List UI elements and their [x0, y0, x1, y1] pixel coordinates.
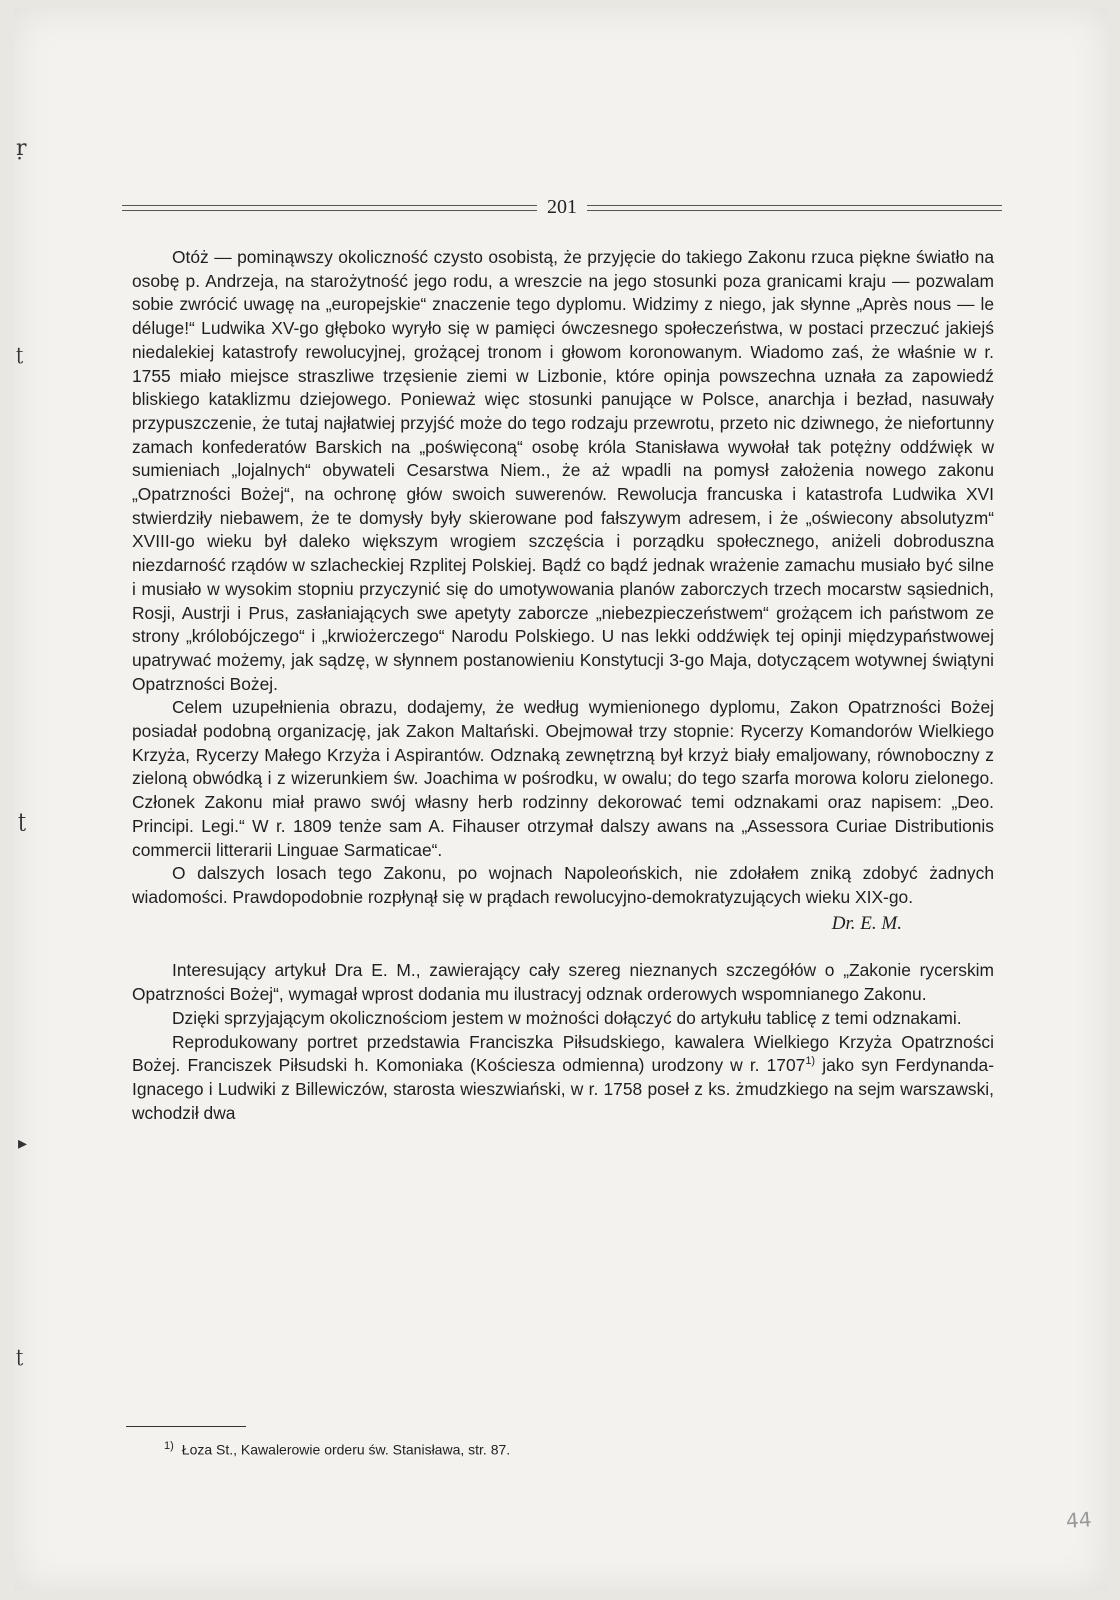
header-rule-left	[122, 205, 537, 211]
footnote	[164, 1440, 510, 1458]
footnote-divider	[126, 1426, 246, 1427]
margin-mark: ʈ	[16, 344, 24, 365]
paragraph: O dalszych losach tego Zakonu, po wojnach Napoleońskich, nie zdołałem zniką zdobyć żadnych wiadomości. Prawdopodobnie rozpłynął się w prądach rewolucyjno-demokratyzujących wieku XIX-go.	[132, 863, 994, 907]
footnote-text: Łoza St., Kawalerowie orderu św. Stanisława, str. 87.	[181, 1441, 511, 1458]
paragraph	[132, 1031, 994, 1126]
paragraph: Dzięki sprzyjającym okolicznościom jestem w możności dołączyć do artykułu tablicę z temi odznakami.	[172, 1007, 962, 1028]
paragraph-text: jako syn Ferdynanda-Ignacego i Ludwiki z Billewiczów, starosta wieszwiański, w r. 1758 poseł z ks. żmudzkiego na sejm warszawski, wchodził dwa	[132, 1055, 994, 1123]
paragraph: Otóż — pominąwszy okoliczność czysto osobistą, że przyjęcie do takiego Zakonu rzuca piękne światło na osobę p. Andrzeja, na starożytność jego rodu, a wreszcie na jego stosunki poza granicami kraju — pozwalam sobie zwrócić uwagę na „europejskie“ znaczenie tego dyplomu. Widzimy z niego, jak słynne „Après nous — le déluge!“ Ludwika XV-go głęboko wyryło się w pamięci ówczesnego społeczeństwa, w postaci przeczuć jakiejś niedalekiej katastrofy rewolucyjnej, grożącej tronom i głowom koronowanym. Wiadomo zaś, że właśnie w r. 1755 miało miejsce straszliwe trzęsienie ziemi w Lizbonie, które opinja powszechna uznała za zapowiedź bliskiego kataklizmu dziejowego. Ponieważ więc stosunki panujące w Polsce, anarchja i bezład, nasuwały przypuszczenie, że tutaj najłatwiej przyjść może do tego rodzaju przewrotu, przeto nic dziwnego, że niefortunny zamach konfederatów Barskich na „poświęconą“ osobę króla Stanisława wywołał tak potężny oddźwięk w sumieniach „lojalnych“ obywateli Cesarstwa Niem., że aż wpadli na pomysł założenia nowego zakonu „Opatrzności Bożej“, na ochronę głów swoich suwerenów. Rewolucja francuska i katastrofa Ludwika XVI stwierdziły niebawem, że te domysły były skierowane pod fałszywym adresem, i że „oświecony absolutyzm“ XVIII-go wieku był daleko większym wrogiem szczęścia i porządku społecznego, aniżeli dobroduszna niezdarność rządów w szlacheckiej Rzplitej Polskiej. Bądź co bądź jednak wrażenie zamachu musiało być silne i musiało w wysokim stopniu przyczynić się do umotywowania planów zaborczych trzech mocarstw sąsiednich, Rosji, Austrji i Prus, zasłaniających swe apetyty zaborcze „niebezpieczeństwem“ grożącem ich państwom ze strony „królobójczego“ i „krwiożerczego“ Narodu Polskiego. U nas lekki oddźwięk tej opinji międzypaństwowej upatrywać możemy, jak sądzę, w słynnem postanowieniu Konstytucji 3-go Maja, dotyczącem wotywnej świątyni Opatrzności Bożej.	[132, 247, 994, 694]
paragraph: Celem uzupełnienia obrazu, dodajemy, że według wymienionego dyplomu, Zakon Opatrzności Bożej posiadał podobną organizację, jak Zakon Maltański. Obejmował trzy stopnie: Rycerzy Komandorów Wielkiego Krzyża, Rycerzy Małego Krzyża i Aspirantów. Odznaką zewnętrzną był krzyż biały emaljowany, równoboczny z zieloną obwódką i z wizerunkiem św. Joachima w pośrodku, w owalu; do tego szarfa morowa koloru zielonego. Członek Zakonu miał prawo swój własny herb rodzinny dekorować temi odznakami oraz napisem: „Deo. Principi. Legi.“ W r. 1809 tenże sam A. Fihauser otrzymał dalszy awans na „Assessora Curiae Distributionis commercii litterarii Linguae Sarmaticae“.	[132, 697, 994, 860]
paragraph-text: Reprodukowany portret przedstawia Franciszka Piłsudskiego, kawalera Wielkiego Krzyża Opatrzności Bożej. Franciszek Piłsudski h. Komoniaka (Kościesza odmienna) urodzony w r. 1707	[132, 1031, 994, 1076]
footnote-mark: 1)	[164, 1440, 174, 1452]
margin-mark: ṛ	[16, 136, 27, 161]
margin-mark: ʈ	[16, 1346, 24, 1367]
article-body	[132, 246, 994, 1125]
signature: Dr. E. M.	[831, 912, 902, 934]
page-number: 201	[547, 196, 577, 218]
handwritten-page-note: 44	[1065, 1507, 1093, 1533]
paragraph: Interesujący artykuł Dra E. M., zawierający cały szereg nieznanych szczegółów o „Zakonie rycerskim Opatrzności Bożej“, wymagał wprost dodania mu ilustracyj odznak orderowych wspomnianego Zakonu.	[132, 960, 994, 1005]
margin-mark: ʈ	[18, 808, 27, 832]
margin-mark: ▸	[18, 1133, 28, 1154]
header-rule-right	[587, 205, 1002, 211]
footnote-reference: 1)	[805, 1055, 816, 1068]
scanned-page	[14, 8, 1108, 1590]
page-header	[122, 196, 1002, 219]
